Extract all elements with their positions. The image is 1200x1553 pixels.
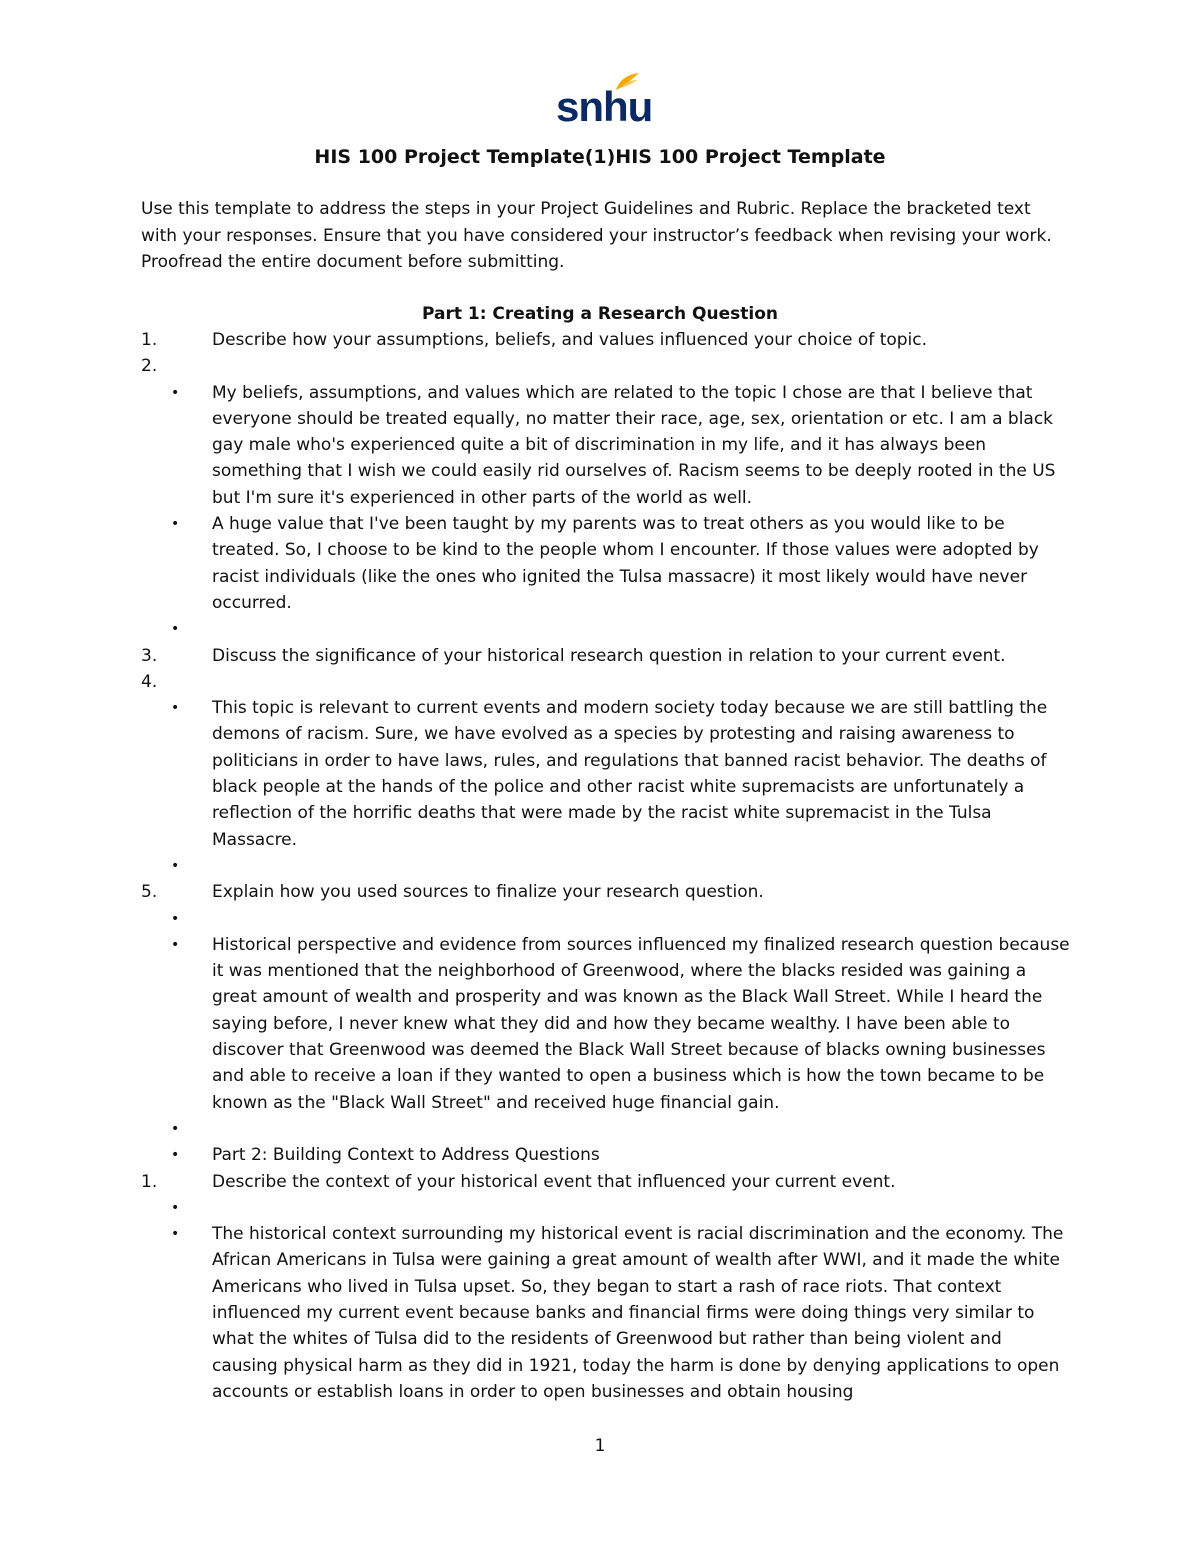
list-item: [141, 932, 1071, 1116]
part1-heading: Part 1: Creating a Research Question: [421, 304, 778, 324]
list-number: 1.: [141, 1171, 158, 1192]
bullet-marker: •: [171, 516, 180, 533]
list-item: [141, 643, 1071, 669]
page-number: 1: [594, 1436, 606, 1456]
bullet-marker: •: [171, 384, 180, 401]
list-item-text: My beliefs, assumptions, and values which are related to the topic I chose are that I believe that everyone should be treated equally, no matter their race, age, sex, orientation or etc. I am a black gay male who's experienced quite a bit of discrimination in my life, and it has always been something that I wish we could easily rid ourselves of. Racism seems to be deeply rooted in the US but I'm sure it's experienced in other parts of the world as well.: [212, 382, 1056, 508]
list-number: 1.: [141, 330, 158, 350]
list-item-text: A huge value that I've been taught by my parents was to treat others as you would like to be treated. So, I choose to be kind to the people whom I encounter. If those values were adopted by racist individuals (like the ones who ignited the Tulsa massacre) it most likely would have never occurred.: [212, 514, 1039, 613]
list-item: [141, 1169, 1071, 1195]
bullet-marker: •: [171, 857, 180, 874]
intro-paragraph: Use this template to address the steps in your Project Guidelines and Rubric. Replace the bracketed text with your responses. Ensure that you have considered your instructor’s feedback when revising your work. Proofread the entire document before submitting.: [141, 199, 1052, 272]
list-item: [141, 1116, 1071, 1142]
list-item: [141, 327, 1071, 353]
bullet-marker: •: [171, 936, 180, 953]
list-item-text: This topic is relevant to current events and modern society today because we are still battling the demons of racism. Sure, we have evolved as a species by protesting and raising awareness to politicians in order to have laws, rules, and regulations that banned racist behavior. The deaths of black people at the hands of the police and other racist white supremacists are unfortunately a reflection of the horrific deaths that were made by the racist white supremacist in the Tulsa Massacre.: [212, 698, 1048, 850]
response-list: [141, 327, 1071, 1405]
list-number: 5.: [141, 882, 158, 903]
list-number: 2.: [141, 356, 158, 377]
bullet-marker: •: [171, 700, 180, 717]
list-item: [141, 1221, 1071, 1405]
list-item-text: Describe how your assumptions, beliefs, and values influenced your choice of topic.: [212, 330, 928, 350]
list-item: [141, 616, 1071, 642]
list-item: [141, 879, 1071, 905]
list-item-text: The historical context surrounding my historical event is racial discrimination and the economy. The African Americans in Tulsa were gaining a great amount of wealth after WWI, and it made the white Americans who lived in Tulsa upset. So, they began to start a rash of race riots. That context influenced my current event because banks and financial firms were doing things very similar to what the whites of Tulsa did to the residents of Greenwood but rather than being violent and causing physical harm as they did in 1921, today the harm is done by denying applications to open accounts or establish loans in order to open businesses and obtain housing: [212, 1224, 1064, 1402]
bullet-marker: •: [171, 1199, 180, 1216]
bullet-marker: •: [171, 621, 180, 638]
list-item: [141, 1195, 1071, 1221]
list-item: [141, 906, 1071, 932]
list-number: 3.: [141, 645, 158, 666]
list-item: [141, 511, 1071, 616]
list-item: [141, 853, 1071, 879]
bullet-marker: •: [171, 1120, 180, 1137]
bullet-marker: •: [171, 1147, 180, 1164]
list-item: [141, 695, 1071, 853]
bullet-marker: •: [171, 910, 180, 927]
list-item-text: Historical perspective and evidence from sources influenced my finalized research question because it was mentioned that the neighborhood of Greenwood, where the blacks resided was gaining a great amount of wealth and prosperity and was known as the Black Wall Street. While I heard the saying before, I never knew what they did and how they became wealthy. I have been able to discover that Greenwood was deemed the Black Wall Street because of blacks owning businesses and able to receive a loan if they wanted to open a business which is how the town became to be known as the "Black Wall Street" and received huge financial gain.: [212, 934, 1070, 1113]
logo-text: snhu: [556, 83, 653, 130]
document-title: HIS 100 Project Template(1)HIS 100 Project Template: [314, 146, 886, 168]
list-item-text: Describe the context of your historical event that influenced your current event.: [212, 1171, 896, 1192]
list-item: [141, 380, 1071, 511]
list-item: [141, 1142, 1071, 1168]
list-item-text: Part 2: Building Context to Address Questions: [212, 1145, 600, 1166]
list-number: 4.: [141, 671, 158, 692]
list-item-text: Explain how you used sources to finalize your research question.: [212, 882, 764, 903]
list-item: [141, 353, 1071, 379]
list-item: [141, 669, 1071, 695]
bullet-marker: •: [171, 1226, 180, 1243]
list-item-text: Discuss the significance of your historical research question in relation to your current event.: [212, 645, 1006, 666]
snhu-logo: [556, 72, 653, 132]
